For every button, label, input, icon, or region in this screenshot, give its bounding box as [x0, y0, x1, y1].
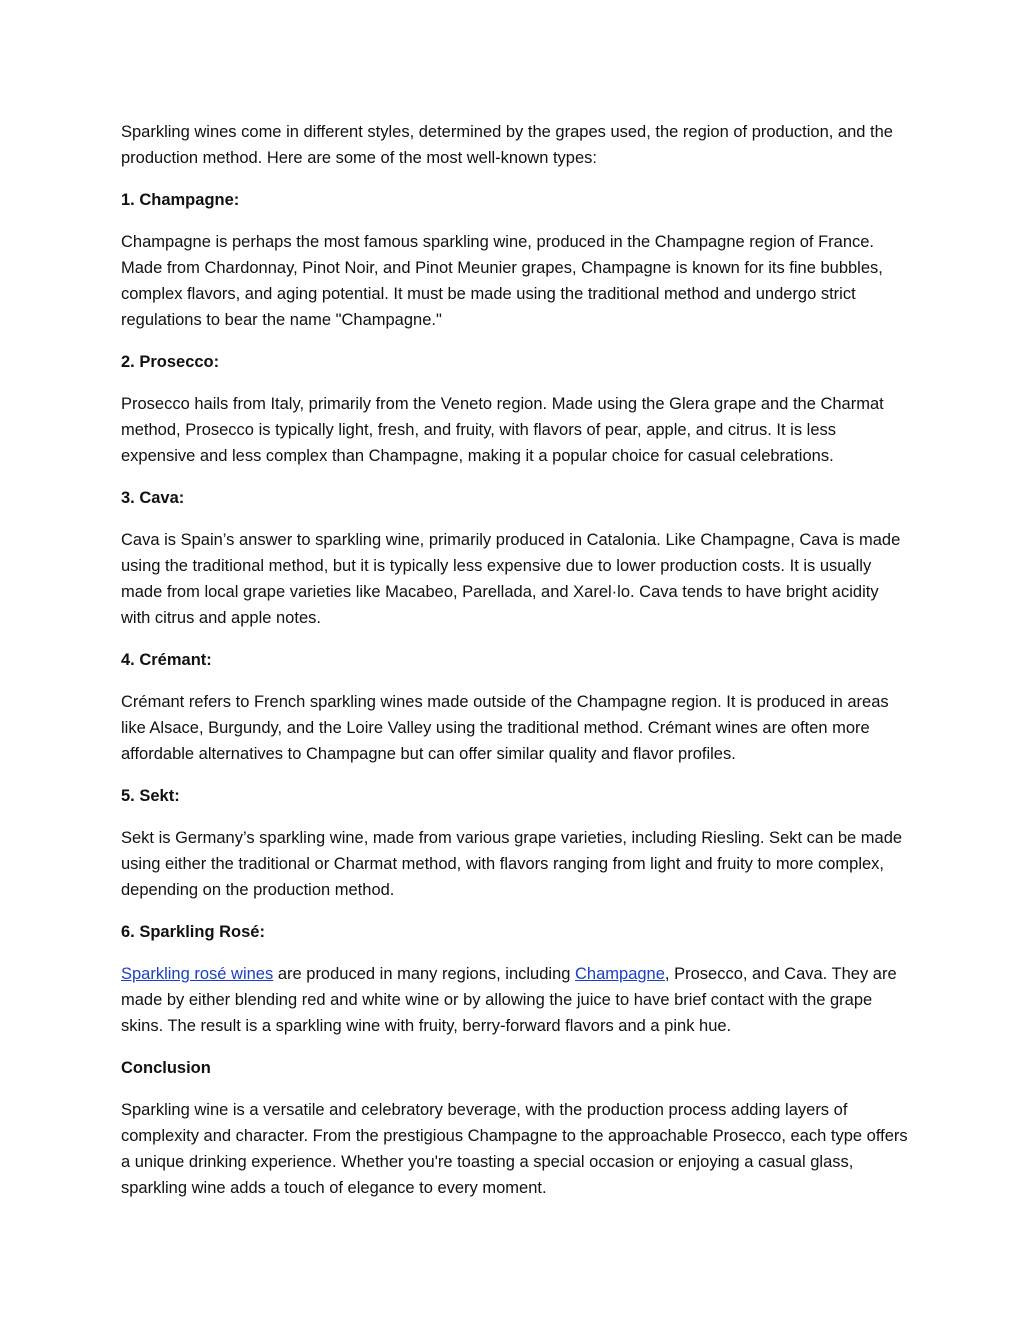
conclusion-heading: Conclusion [121, 1059, 211, 1077]
section-heading-cava: 3. Cava: [121, 489, 185, 507]
section-heading-prosecco: 2. Prosecco: [121, 353, 220, 371]
section-heading-sparkling-rose: 6. Sparkling Rosé: [121, 923, 265, 941]
section-body-cremant: Crémant refers to French sparkling wines made outside of the Champagne region. It is produced in areas like Alsace, Burgundy, and the Loire Valley using the traditional method. Crémant wines are often more affordable alternatives to Champagne but can offer similar quality and flavor profiles. [121, 693, 889, 763]
section-body-prosecco: Prosecco hails from Italy, primarily from the Veneto region. Made using the Glera grape and the Charmat method, Prosecco is typically light, fresh, and fruity, with flavors of pear, apple, and citrus. It is less expensive and less complex than Champagne, making it a popular choice for casual celebrations. [121, 395, 884, 465]
section-body-champagne: Champagne is perhaps the most famous sparkling wine, produced in the Champagne region of France. Made from Chardonnay, Pinot Noir, and Pinot Meunier grapes, Champagne is known for its fine bubbles, complex flavors, and aging potential. It must be made using the traditional method and undergo strict regulations to bear the name "Champagne." [121, 233, 883, 329]
section-body-cava: Cava is Spain’s answer to sparkling wine, primarily produced in Catalonia. Like Champagne, Cava is made using the traditional method, but it is typically less expensive due to lower production costs. It is usually made from local grape varieties like Macabeo, Parellada, and Xarel·lo. Cava tends to have bright acidity with citrus and apple notes. [121, 531, 901, 627]
section-body-sparkling-rose [121, 961, 911, 1039]
sparkling-rose-text-2: , Prosecco, and Cava. They are made by either blending red and white wine or by allowing the juice to have brief contact with the grape skins. The result is a sparkling wine with fruity, berry-forward flavors and a pink hue. [121, 965, 897, 1035]
sparkling-rose-wines-link[interactable]: Sparkling rosé wines [121, 965, 274, 983]
document-body [121, 119, 911, 1217]
section-heading-sekt: 5. Sekt: [121, 787, 180, 805]
section-heading-champagne: 1. Champagne: [121, 191, 240, 209]
sparkling-rose-text-1: are produced in many regions, including [273, 965, 576, 983]
intro-paragraph: Sparkling wines come in different styles, determined by the grapes used, the region of production, and the production method. Here are some of the most well-known types: [121, 123, 893, 167]
champagne-link[interactable]: Champagne [575, 965, 665, 983]
section-heading-cremant: 4. Crémant: [121, 651, 212, 669]
section-body-sekt: Sekt is Germany’s sparkling wine, made from various grape varieties, including Riesling. Sekt can be made using either the traditional or Charmat method, with flavors ranging from light and fruity to more complex, depending on the production method. [121, 829, 903, 899]
conclusion-body: Sparkling wine is a versatile and celebratory beverage, with the production process adding layers of complexity and character. From the prestigious Champagne to the approachable Prosecco, each type offers a unique drinking experience. Whether you're toasting a special occasion or enjoying a casual glass, sparkling wine adds a touch of elegance to every moment. [121, 1101, 908, 1197]
